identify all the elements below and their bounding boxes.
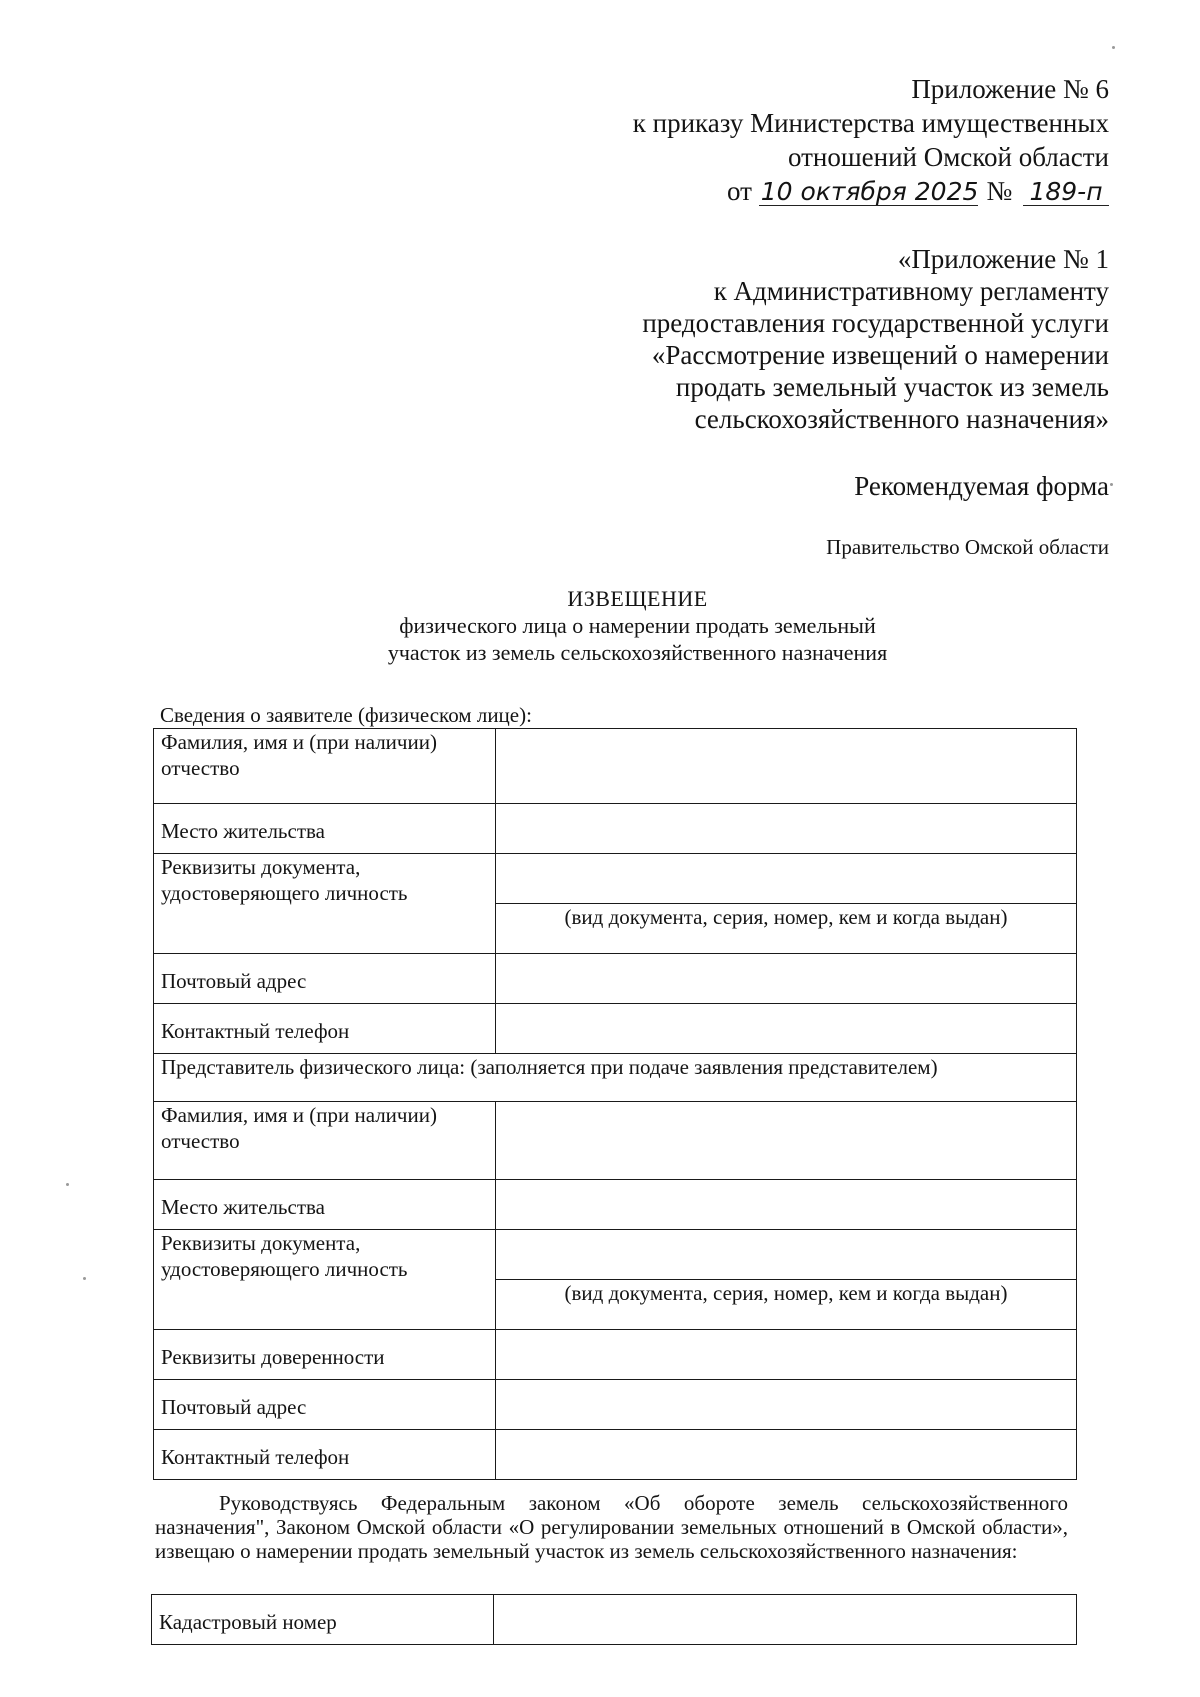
applicant-postal-address-field[interactable] bbox=[496, 954, 1077, 1004]
appendix-ref-line: сельскохозяйственного назначения» bbox=[694, 404, 1109, 434]
applicant-form-table bbox=[153, 728, 1077, 1480]
table-row bbox=[154, 854, 1077, 904]
table-row bbox=[154, 1102, 1077, 1180]
cadastral-number-field[interactable] bbox=[494, 1595, 1077, 1645]
representative-id-document-label: Реквизиты документа, удостоверяющего личность bbox=[154, 1230, 496, 1330]
representative-full-name-field[interactable] bbox=[496, 1102, 1077, 1180]
order-reference-line: к приказу Министерства имущественных bbox=[632, 108, 1109, 138]
scan-speck bbox=[83, 1277, 86, 1280]
representative-postal-address-label: Почтовый адрес bbox=[154, 1380, 496, 1430]
table-row bbox=[154, 804, 1077, 854]
applicant-id-document-label: Реквизиты документа, удостоверяющего личность bbox=[154, 854, 496, 954]
handwritten-order-number: 189-п bbox=[1023, 179, 1109, 206]
order-appendix-header bbox=[409, 72, 1109, 208]
applicant-id-document-hint: (вид документа, серия, номер, кем и когда выдан) bbox=[496, 904, 1077, 954]
appendix-ref-line: «Приложение № 1 bbox=[897, 244, 1109, 274]
table-row bbox=[152, 1595, 1077, 1645]
applicant-phone-label: Контактный телефон bbox=[154, 1004, 496, 1054]
scan-speck bbox=[1112, 46, 1115, 49]
applicant-postal-address-label: Почтовый адрес bbox=[154, 954, 496, 1004]
scan-speck bbox=[66, 1183, 69, 1186]
title-subline: участок из земель сельскохозяйственного назначения bbox=[387, 640, 888, 665]
appendix-ref-line: к Административному регламенту bbox=[713, 276, 1109, 306]
cadastral-table bbox=[151, 1594, 1077, 1645]
representative-id-document-hint: (вид документа, серия, номер, кем и когда выдан) bbox=[496, 1280, 1077, 1330]
table-row bbox=[154, 954, 1077, 1004]
order-date-number-line bbox=[409, 174, 1109, 208]
regulation-appendix-reference bbox=[349, 243, 1109, 435]
applicant-id-document-field[interactable] bbox=[496, 854, 1077, 904]
table-row bbox=[154, 729, 1077, 804]
title-main: ИЗВЕЩЕНИЕ bbox=[567, 586, 708, 611]
order-reference-line: отношений Омской области bbox=[787, 142, 1109, 172]
number-sign: № bbox=[986, 176, 1013, 206]
applicant-full-name-field[interactable] bbox=[496, 729, 1077, 804]
representative-header: Представитель физического лица: (заполняется при подаче заявления представителем) bbox=[154, 1054, 1077, 1102]
representative-residence-field[interactable] bbox=[496, 1180, 1077, 1230]
table-row bbox=[154, 1054, 1077, 1102]
applicant-residence-field[interactable] bbox=[496, 804, 1077, 854]
representative-power-of-attorney-field[interactable] bbox=[496, 1330, 1077, 1380]
table-row bbox=[154, 1230, 1077, 1280]
table-row bbox=[154, 1380, 1077, 1430]
date-prefix: от bbox=[727, 176, 752, 206]
representative-power-of-attorney-label: Реквизиты доверенности bbox=[154, 1330, 496, 1380]
document-title bbox=[200, 585, 1075, 666]
representative-residence-label: Место жительства bbox=[154, 1180, 496, 1230]
applicant-phone-field[interactable] bbox=[496, 1004, 1077, 1054]
title-subline: физического лица о намерении продать земельный bbox=[399, 613, 876, 638]
representative-postal-address-field[interactable] bbox=[496, 1380, 1077, 1430]
table-row bbox=[154, 1430, 1077, 1480]
table-row bbox=[154, 1180, 1077, 1230]
legal-basis-paragraph: Руководствуясь Федеральным законом «Об обороте земель сельскохозяйственного назначения", Законом Омской области «О регулировании земельных отношений в Омской области», извещаю о намерении продать земельный участок из земель сельскохозяйственного назначения: bbox=[155, 1491, 1068, 1563]
table-row bbox=[154, 1330, 1077, 1380]
cadastral-number-label: Кадастровый номер bbox=[152, 1595, 494, 1645]
applicant-full-name-label: Фамилия, имя и (при наличии) отчество bbox=[154, 729, 496, 804]
scan-speck bbox=[1110, 483, 1113, 486]
appendix-ref-line: продать земельный участок из земель bbox=[675, 372, 1109, 402]
representative-phone-label: Контактный телефон bbox=[154, 1430, 496, 1480]
representative-phone-field[interactable] bbox=[496, 1430, 1077, 1480]
applicant-section-label: Сведения о заявителе (физическом лице): bbox=[160, 703, 532, 727]
representative-full-name-label: Фамилия, имя и (при наличии) отчество bbox=[154, 1102, 496, 1180]
appendix-ref-line: «Рассмотрение извещений о намерении bbox=[651, 340, 1109, 370]
appendix-number: Приложение № 6 bbox=[911, 74, 1109, 104]
applicant-residence-label: Место жительства bbox=[154, 804, 496, 854]
handwritten-date: 10 октября 2025 bbox=[760, 177, 979, 206]
appendix-ref-line: предоставления государственной услуги bbox=[642, 308, 1109, 338]
table-row bbox=[154, 1004, 1077, 1054]
recipient: Правительство Омской области bbox=[826, 535, 1109, 559]
recommended-form-label: Рекомендуемая форма bbox=[854, 471, 1109, 501]
representative-id-document-field[interactable] bbox=[496, 1230, 1077, 1280]
